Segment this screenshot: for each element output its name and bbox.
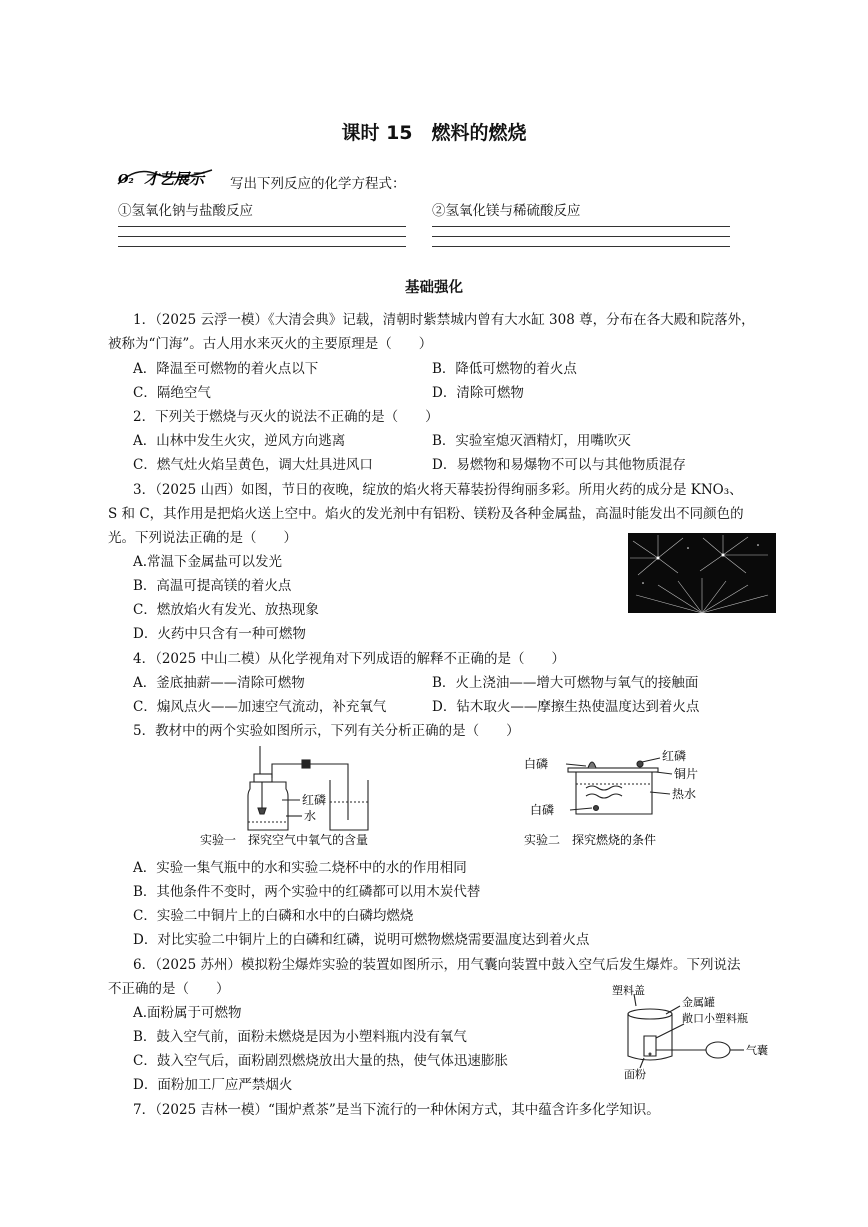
talent-instruction: 写出下列反应的化学方程式： bbox=[230, 176, 406, 192]
q6-option-c[interactable]: C．鼓入空气后，面粉剧烈燃烧放出大量的热，使气体迅速膨胀 bbox=[133, 1053, 508, 1069]
q3-option-d[interactable]: D．火药中只含有一种可燃物 bbox=[133, 626, 306, 642]
label-white-phosphorus-top: 白磷 bbox=[524, 757, 549, 771]
q4-option-d[interactable]: D．钻木取火——摩擦生热使温度达到着火点 bbox=[432, 699, 700, 715]
q6-option-d[interactable]: D．面粉加工厂应严禁烟火 bbox=[133, 1077, 293, 1093]
q2-option-c[interactable]: C．燃气灶火焰呈黄色，调大灶具进风口 bbox=[133, 457, 373, 473]
experiment-2-figure bbox=[520, 744, 720, 848]
label-red-phosphorus-2: 红磷 bbox=[662, 749, 687, 763]
talent-item-2: ②氢氧化镁与稀硫酸反应 bbox=[432, 203, 581, 219]
answer-line[interactable] bbox=[118, 226, 406, 227]
q1-option-a[interactable]: A．降温至可燃物的着火点以下 bbox=[133, 361, 319, 377]
q4-option-c[interactable]: C．煽风点火——加速空气流动，补充氧气 bbox=[133, 699, 387, 715]
talent-badge bbox=[116, 164, 216, 188]
answer-line[interactable] bbox=[118, 246, 406, 247]
q3-option-b[interactable]: B．高温可提高镁的着火点 bbox=[133, 578, 292, 594]
label-open-plastic-bottle: 敞口小塑料瓶 bbox=[682, 1012, 748, 1025]
question-5-stem: 5．教材中的两个实验如图所示，下列有关分析正确的是（ ） bbox=[133, 723, 520, 739]
q1-option-b[interactable]: B．降低可燃物的着火点 bbox=[432, 361, 577, 377]
experiment-1-diagram bbox=[198, 744, 428, 848]
q2-option-a[interactable]: A．山林中发生火灾，逆风方向逃离 bbox=[133, 433, 346, 449]
question-4-stem: 4．（2025 中山二模）从化学视角对下列成语的解释不正确的是（ ） bbox=[133, 651, 565, 667]
label-metal-can: 金属罐 bbox=[682, 996, 715, 1009]
q5-option-c[interactable]: C．实验二中铜片上的白磷和水中的白磷均燃烧 bbox=[133, 908, 414, 924]
answer-line[interactable] bbox=[432, 226, 730, 227]
experiment-2-caption: 实验二 探究燃烧的条件 bbox=[524, 833, 657, 847]
q1-option-d[interactable]: D．清除可燃物 bbox=[432, 385, 524, 401]
label-hot-water: 热水 bbox=[672, 787, 697, 801]
label-red-phosphorus: 红磷 bbox=[302, 793, 327, 807]
q6-option-b[interactable]: B．鼓入空气前，面粉未燃烧是因为小塑料瓶内没有氧气 bbox=[133, 1029, 467, 1045]
q5-option-b[interactable]: B．其他条件不变时，两个实验中的红磷都可以用木炭代替 bbox=[133, 884, 481, 900]
section-heading: 基础强化 bbox=[405, 280, 463, 296]
q5-option-a[interactable]: A．实验一集气瓶中的水和实验二烧杯中的水的作用相同 bbox=[133, 860, 467, 876]
question-7-stem: 7．（2025 吉林一模）“围炉煮茶”是当下流行的一种休闲方式，其中蕴含许多化学知识。 bbox=[133, 1102, 660, 1118]
question-3-stem-cont: S 和 C，其作用是把焰火送上空中。焰火的发光剂中有铝粉、镁粉及各种金属盐，高温时能发出不同颜色的 bbox=[108, 506, 744, 522]
experiment-1-caption: 实验一 探究空气中氧气的含量 bbox=[200, 833, 369, 847]
q2-option-b[interactable]: B．实验室熄灭酒精灯，用嘴吹灭 bbox=[432, 433, 631, 449]
q5-option-d[interactable]: D．对比实验二中铜片上的白磷和红磷，说明可燃物燃烧需要温度达到着火点 bbox=[133, 932, 590, 948]
label-flour: 面粉 bbox=[624, 1068, 646, 1080]
fireworks-photo bbox=[628, 533, 776, 613]
question-6-stem-cont: 不正确的是（ ） bbox=[108, 981, 230, 997]
badge-text: 才艺展示 bbox=[144, 170, 205, 188]
dust-explosion-figure bbox=[610, 984, 800, 1080]
label-air-bag: 气囊 bbox=[746, 1044, 768, 1057]
question-6-stem: 6．（2025 苏州）模拟粉尘爆炸实验的装置如图所示，用气囊向装置中鼓入空气后发生爆炸。下列说法 bbox=[133, 957, 741, 973]
question-1-stem: 1．（2025 云浮一模）《大清会典》记载，清朝时紫禁城内曾有大水缸 308 尊，分布在各大殿和院落外， bbox=[133, 312, 755, 328]
q3-option-a[interactable]: A.常温下金属盐可以发光 bbox=[133, 554, 283, 570]
experiment-1-figure bbox=[198, 744, 428, 848]
q3-option-c[interactable]: C．燃放焰火有发光、放热现象 bbox=[133, 602, 319, 618]
question-2-stem: 2．下列关于燃烧与灭火的说法不正确的是（ ） bbox=[133, 409, 439, 425]
q1-option-c[interactable]: C．隔绝空气 bbox=[133, 385, 211, 401]
talent-badge-icon bbox=[116, 164, 216, 188]
page-title: 课时 15 燃料的燃烧 bbox=[341, 122, 527, 144]
fireworks-image bbox=[628, 533, 776, 613]
q2-option-d[interactable]: D．易燃物和易爆物不可以与其他物质混存 bbox=[432, 457, 686, 473]
q6-option-a[interactable]: A.面粉属于可燃物 bbox=[133, 1005, 242, 1021]
answer-line[interactable] bbox=[118, 236, 406, 237]
experiment-2-diagram bbox=[520, 744, 720, 848]
q4-option-b[interactable]: B．火上浇油——增大可燃物与氧气的接触面 bbox=[432, 675, 699, 691]
dust-explosion-diagram bbox=[610, 984, 800, 1080]
answer-line[interactable] bbox=[432, 246, 730, 247]
answer-line[interactable] bbox=[432, 236, 730, 237]
label-water: 水 bbox=[304, 809, 317, 823]
talent-item-1: ①氢氧化钠与盐酸反应 bbox=[118, 203, 253, 219]
question-1-stem-cont: 被称为“门海”。古人用水来灭火的主要原理是（ ） bbox=[108, 336, 433, 352]
question-3-stem-cont2: 光。下列说法正确的是（ ） bbox=[108, 530, 297, 546]
q4-option-a[interactable]: A．釜底抽薪——清除可燃物 bbox=[133, 675, 305, 691]
label-white-phosphorus-bottom: 白磷 bbox=[530, 803, 555, 817]
label-plastic-lid: 塑料盖 bbox=[612, 984, 645, 997]
question-3-stem: 3．（2025 山西）如图，节日的夜晚，绽放的焰火将天幕装扮得绚丽多彩。所用火药的成分是 KNO₃、 bbox=[133, 482, 743, 498]
badge-prefix: O₂ bbox=[118, 172, 134, 186]
label-copper-sheet: 铜片 bbox=[674, 767, 699, 781]
